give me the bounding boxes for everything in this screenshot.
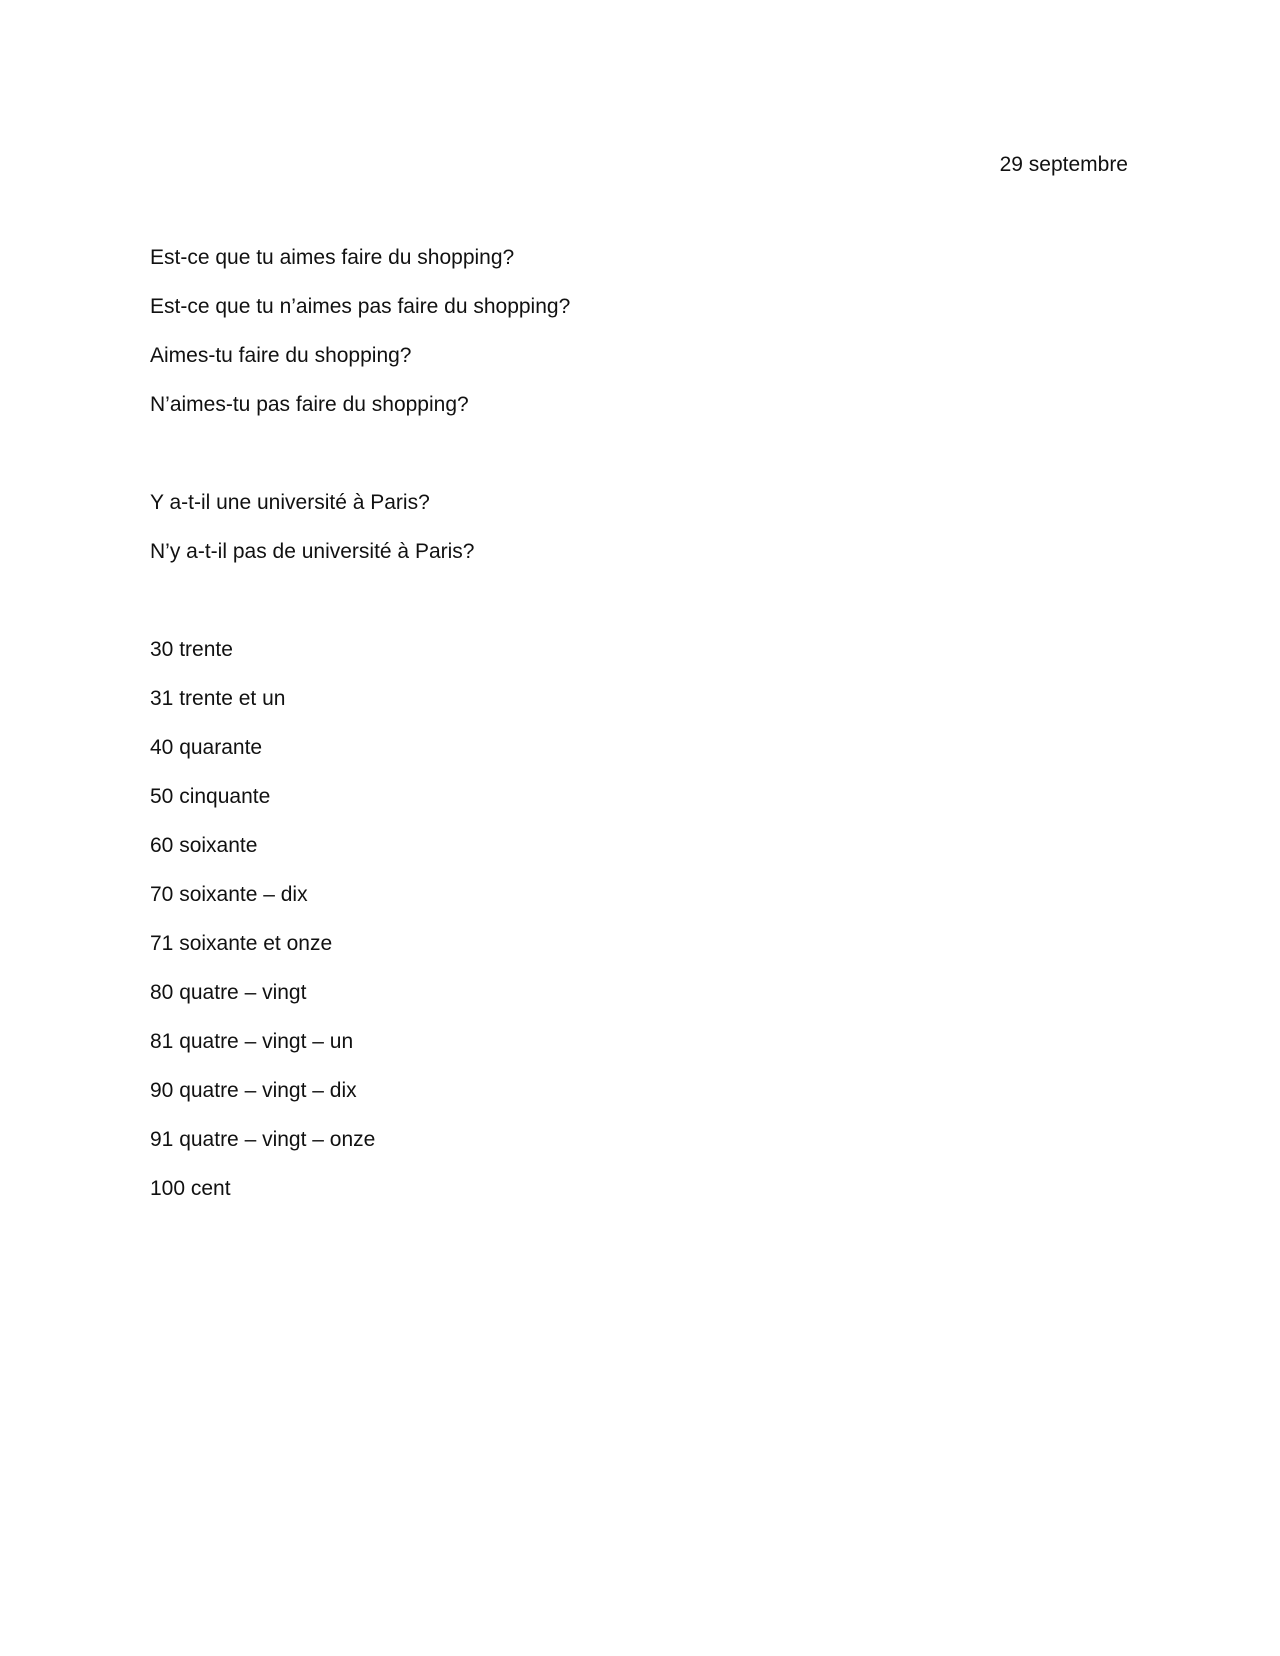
number-line: 31 trente et un xyxy=(150,687,286,710)
number-line: 40 quarante xyxy=(150,736,263,759)
number-line: 100 cent xyxy=(150,1177,231,1200)
number-line: 30 trente xyxy=(150,638,233,661)
number-line: 91 quatre – vingt – onze xyxy=(150,1128,376,1151)
document-date: 29 septembre xyxy=(999,153,1128,176)
number-line: 71 soixante et onze xyxy=(150,932,333,955)
question-line: Est-ce que tu aimes faire du shopping? xyxy=(150,246,515,269)
number-line: 80 quatre – vingt xyxy=(150,981,307,1004)
university-line: N’y a-t-il pas de université à Paris? xyxy=(150,540,475,563)
number-line: 90 quatre – vingt – dix xyxy=(150,1079,357,1102)
question-line: Est-ce que tu n’aimes pas faire du shopping? xyxy=(150,295,571,318)
question-line: Aimes-tu faire du shopping? xyxy=(150,344,412,367)
number-line: 60 soixante xyxy=(150,834,258,857)
number-line: 81 quatre – vingt – un xyxy=(150,1030,354,1053)
question-line: N’aimes-tu pas faire du shopping? xyxy=(150,393,469,416)
number-line: 70 soixante – dix xyxy=(150,883,308,906)
university-line: Y a-t-il une université à Paris? xyxy=(150,491,430,514)
number-line: 50 cinquante xyxy=(150,785,271,808)
